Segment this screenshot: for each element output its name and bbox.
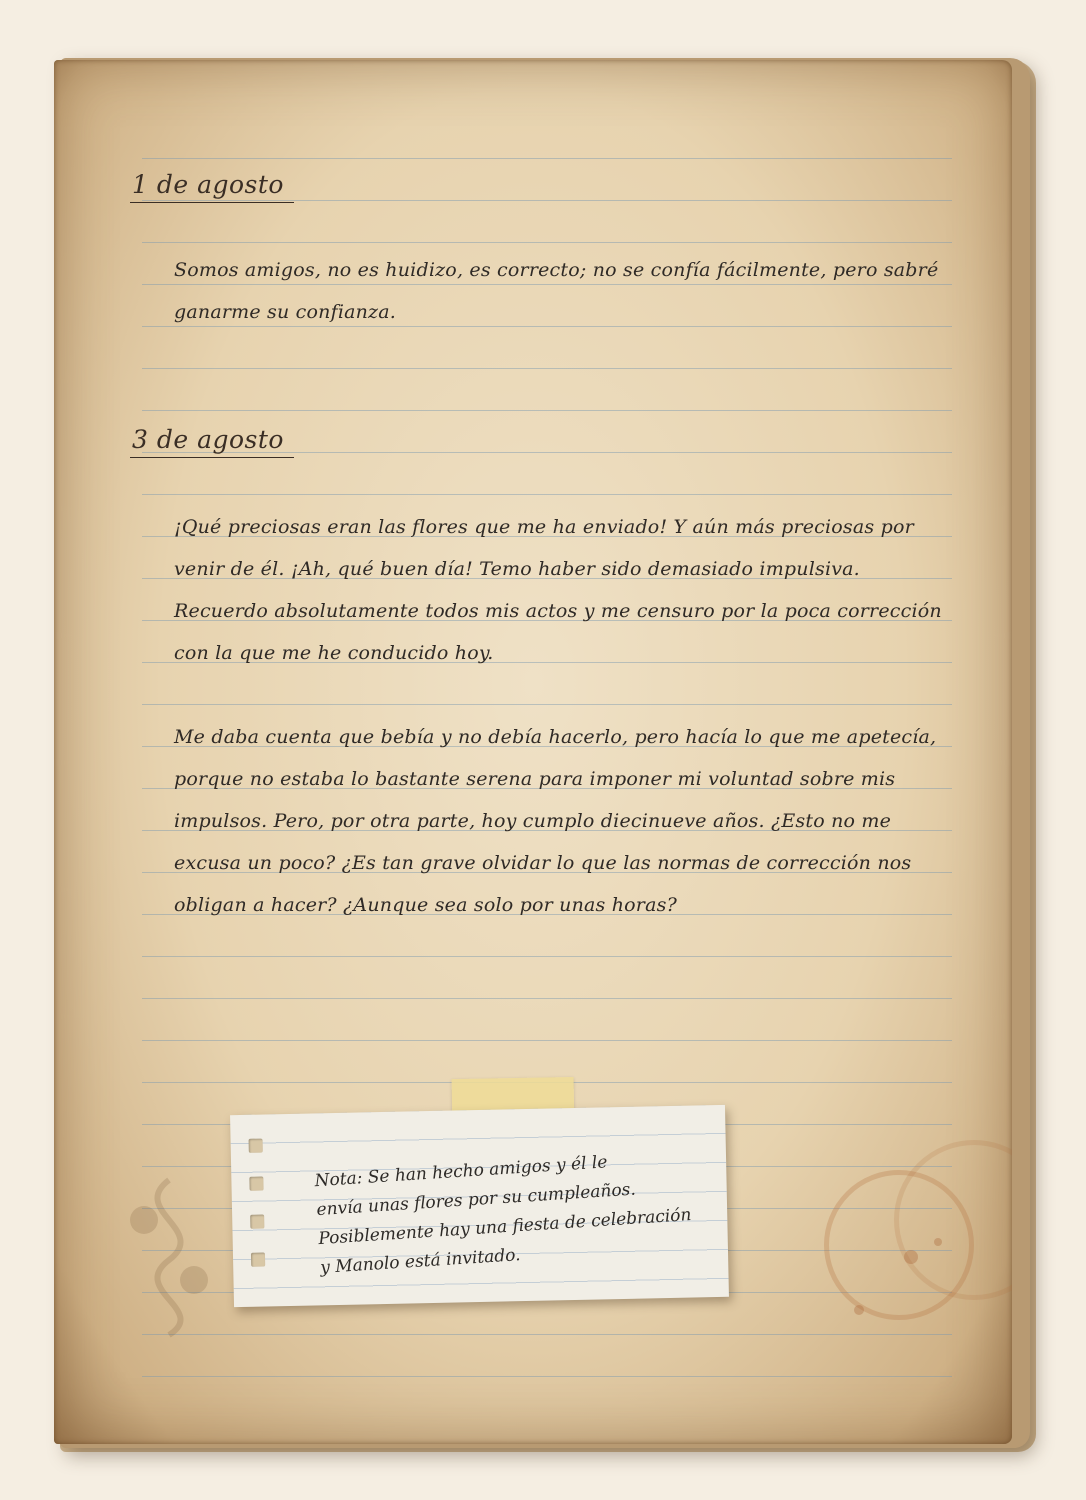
floral-ornament-icon bbox=[109, 1170, 229, 1340]
ruled-line bbox=[142, 242, 952, 243]
coffee-drop bbox=[854, 1305, 864, 1315]
ruled-line bbox=[142, 158, 952, 159]
ruled-line bbox=[142, 998, 952, 999]
entry-date: 3 de agosto bbox=[130, 425, 294, 458]
coffee-drop bbox=[904, 1250, 918, 1264]
note-hole bbox=[249, 1139, 263, 1153]
coffee-drop bbox=[934, 1238, 942, 1246]
entry-paragraph: Me daba cuenta que bebía y no debía hacerlo, pero hacía lo que me apetecía, porque no estaba lo bastante serena para imponer mi voluntad sobre mis impulsos. Pero, por otra parte, hoy cumplo diecinueve años. ¿Esto no me excusa un poco? ¿Es tan grave olvidar lo que las normas de corrección nos obligan a hacer? ¿Aunque sea solo por unas horas? bbox=[174, 726, 937, 916]
ruled-line bbox=[142, 1040, 952, 1041]
note-hole bbox=[250, 1215, 264, 1229]
note-text: Nota: Se han hecho amigos y él le envía unas flores por su cumpleaños. Posiblemente hay una fiesta de celebración y Manolo está invitado. bbox=[314, 1152, 693, 1279]
entry-paragraph: Somos amigos, no es huidizo, es correcto; no se confía fácilmente, pero sabré ganarme su confianza. bbox=[174, 259, 939, 323]
ruled-line bbox=[142, 494, 952, 495]
entry-date: 1 de agosto bbox=[130, 170, 294, 203]
notebook-page bbox=[54, 60, 1012, 1444]
ruled-line bbox=[142, 1376, 952, 1377]
entry-text bbox=[174, 506, 954, 968]
ruled-line bbox=[142, 410, 952, 411]
entry-paragraph: ¡Qué preciosas eran las flores que me ha enviado! Y aún más preciosas por venir de él. ¡Ah, qué buen día! Temo haber sido demasiado impulsiva. Recuerdo absolutamente todos mis actos y me censuro por la poca corrección con la que me he conducido hoy. bbox=[174, 516, 942, 664]
note-hole bbox=[251, 1253, 265, 1267]
sticky-note bbox=[230, 1105, 729, 1307]
note-hole bbox=[249, 1177, 263, 1191]
ruled-line bbox=[142, 1334, 952, 1335]
entry-text bbox=[174, 249, 954, 375]
